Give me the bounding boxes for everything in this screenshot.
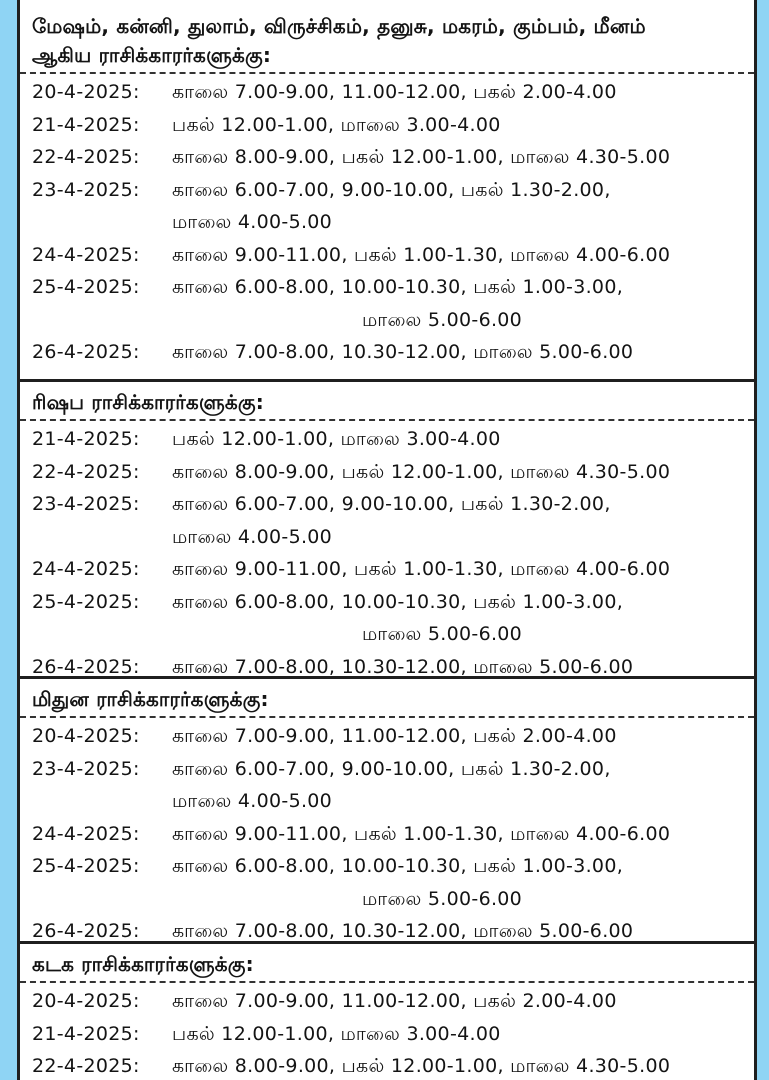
schedule-row <box>20 586 754 651</box>
row-times: காலை 9.00-11.00, பகல் 1.00-1.30, மாலை 4.00-6.00 <box>172 243 671 266</box>
row-times <box>172 850 754 915</box>
schedule-row <box>20 1018 754 1051</box>
row-date: 24-4-2025: <box>32 243 140 266</box>
row-times-continued: மாலை 5.00-6.00 <box>362 623 523 645</box>
row-date: 20-4-2025: <box>32 81 140 103</box>
schedule-row <box>20 336 754 369</box>
schedule-row <box>20 76 754 109</box>
row-times: காலை 8.00-9.00, பகல் 12.00-1.00, மாலை 4.30-5.00 <box>172 1055 671 1077</box>
row-times <box>172 271 754 336</box>
row-times-continued: மாலை 4.00-5.00 <box>172 525 333 548</box>
row-times-continued: மாலை 5.00-6.00 <box>362 308 523 331</box>
row-date: 26-4-2025: <box>32 341 140 363</box>
row-date: 25-4-2025: <box>32 855 140 877</box>
schedule-row <box>20 753 754 818</box>
row-date: 25-4-2025: <box>32 590 140 613</box>
row-date: 22-4-2025: <box>32 146 140 168</box>
row-times: பகல் 12.00-1.00, மாலை 3.00-4.00 <box>172 428 501 450</box>
row-times-main: காலை 6.00-8.00, 10.00-10.30, பகல் 1.00-3.00, <box>172 855 624 877</box>
row-times-main: காலை 6.00-7.00, 9.00-10.00, பகல் 1.30-2.00, <box>172 178 611 201</box>
section-heading: ரிஷப ராசிக்காரர்களுக்கு: <box>20 388 754 421</box>
row-times-continued: மாலை 4.00-5.00 <box>172 211 333 233</box>
schedule-panel <box>17 0 757 1080</box>
schedule-row <box>20 850 754 915</box>
row-date: 21-4-2025: <box>32 113 140 136</box>
schedule-row <box>20 553 754 586</box>
row-times: காலை 8.00-9.00, பகல் 12.00-1.00, மாலை 4.30-5.00 <box>172 146 671 168</box>
schedule-row <box>20 818 754 851</box>
row-times <box>172 586 754 651</box>
row-date: 21-4-2025: <box>32 1022 140 1045</box>
row-date: 22-4-2025: <box>32 460 140 483</box>
schedule-row <box>20 174 754 239</box>
row-times <box>172 488 754 553</box>
section-heading: மேஷம், கன்னி, துலாம், விருச்சிகம், தனுசு, மகரம், கும்பம், மீனம் <box>32 14 646 38</box>
schedule-row <box>20 915 754 948</box>
schedule-row <box>20 423 754 456</box>
section-heading-line2: ஆகிய ராசிக்காரர்களுக்கு: <box>20 41 754 74</box>
row-times: காலை 7.00-9.00, 11.00-12.00, பகல் 2.00-4.00 <box>172 990 617 1012</box>
row-date: 24-4-2025: <box>32 822 140 845</box>
row-times: காலை 7.00-9.00, 11.00-12.00, பகல் 2.00-4.00 <box>172 81 617 103</box>
row-date: 26-4-2025: <box>32 655 140 678</box>
row-times: காலை 7.00-9.00, 11.00-12.00, பகல் 2.00-4.00 <box>172 725 617 747</box>
schedule-row <box>20 985 754 1018</box>
row-times-main: காலை 6.00-8.00, 10.00-10.30, பகல் 1.00-3.00, <box>172 590 624 613</box>
section-heading: மிதுன ராசிக்காரர்களுக்கு: <box>20 685 754 718</box>
row-date: 23-4-2025: <box>32 757 140 780</box>
row-date: 26-4-2025: <box>32 920 140 942</box>
schedule-row <box>20 141 754 174</box>
row-times: காலை 9.00-11.00, பகல் 1.00-1.30, மாலை 4.00-6.00 <box>172 822 671 845</box>
row-times <box>172 753 754 818</box>
row-date: 20-4-2025: <box>32 990 140 1012</box>
row-times: காலை 8.00-9.00, பகல் 12.00-1.00, மாலை 4.30-5.00 <box>172 460 671 483</box>
row-times: பகல் 12.00-1.00, மாலை 3.00-4.00 <box>172 113 501 136</box>
row-date: 24-4-2025: <box>32 558 140 580</box>
schedule-row <box>20 271 754 336</box>
row-times: காலை 7.00-8.00, 10.30-12.00, மாலை 5.00-6.00 <box>172 655 634 678</box>
row-times-continued: மாலை 4.00-5.00 <box>172 790 333 812</box>
section-mithunam <box>20 679 754 944</box>
row-times <box>172 174 754 239</box>
schedule-row <box>20 456 754 489</box>
schedule-row <box>20 239 754 272</box>
row-date: 25-4-2025: <box>32 276 140 298</box>
schedule-row <box>20 488 754 553</box>
row-times-main: காலை 6.00-8.00, 10.00-10.30, பகல் 1.00-3.00, <box>172 276 624 298</box>
schedule-row <box>20 1050 754 1080</box>
row-times: காலை 7.00-8.00, 10.30-12.00, மாலை 5.00-6.00 <box>172 341 634 363</box>
row-times: பகல் 12.00-1.00, மாலை 3.00-4.00 <box>172 1022 501 1045</box>
row-times-main: காலை 6.00-7.00, 9.00-10.00, பகல் 1.30-2.00, <box>172 757 611 780</box>
row-date: 21-4-2025: <box>32 428 140 450</box>
row-date: 20-4-2025: <box>32 725 140 747</box>
section-mesham-group <box>20 0 754 382</box>
schedule-row <box>20 651 754 684</box>
row-times-main: காலை 6.00-7.00, 9.00-10.00, பகல் 1.30-2.00, <box>172 493 611 515</box>
section-rishabam <box>20 382 754 679</box>
row-date: 23-4-2025: <box>32 493 140 515</box>
row-date: 22-4-2025: <box>32 1055 140 1077</box>
schedule-row <box>20 720 754 753</box>
section-heading: கடக ராசிக்காரர்களுக்கு: <box>20 950 754 983</box>
schedule-row <box>20 109 754 142</box>
row-times-continued: மாலை 5.00-6.00 <box>362 887 523 910</box>
row-times: காலை 9.00-11.00, பகல் 1.00-1.30, மாலை 4.00-6.00 <box>172 558 671 580</box>
section-kadagam <box>20 944 754 1080</box>
row-times: காலை 7.00-8.00, 10.30-12.00, மாலை 5.00-6.00 <box>172 920 634 942</box>
row-date: 23-4-2025: <box>32 178 140 201</box>
